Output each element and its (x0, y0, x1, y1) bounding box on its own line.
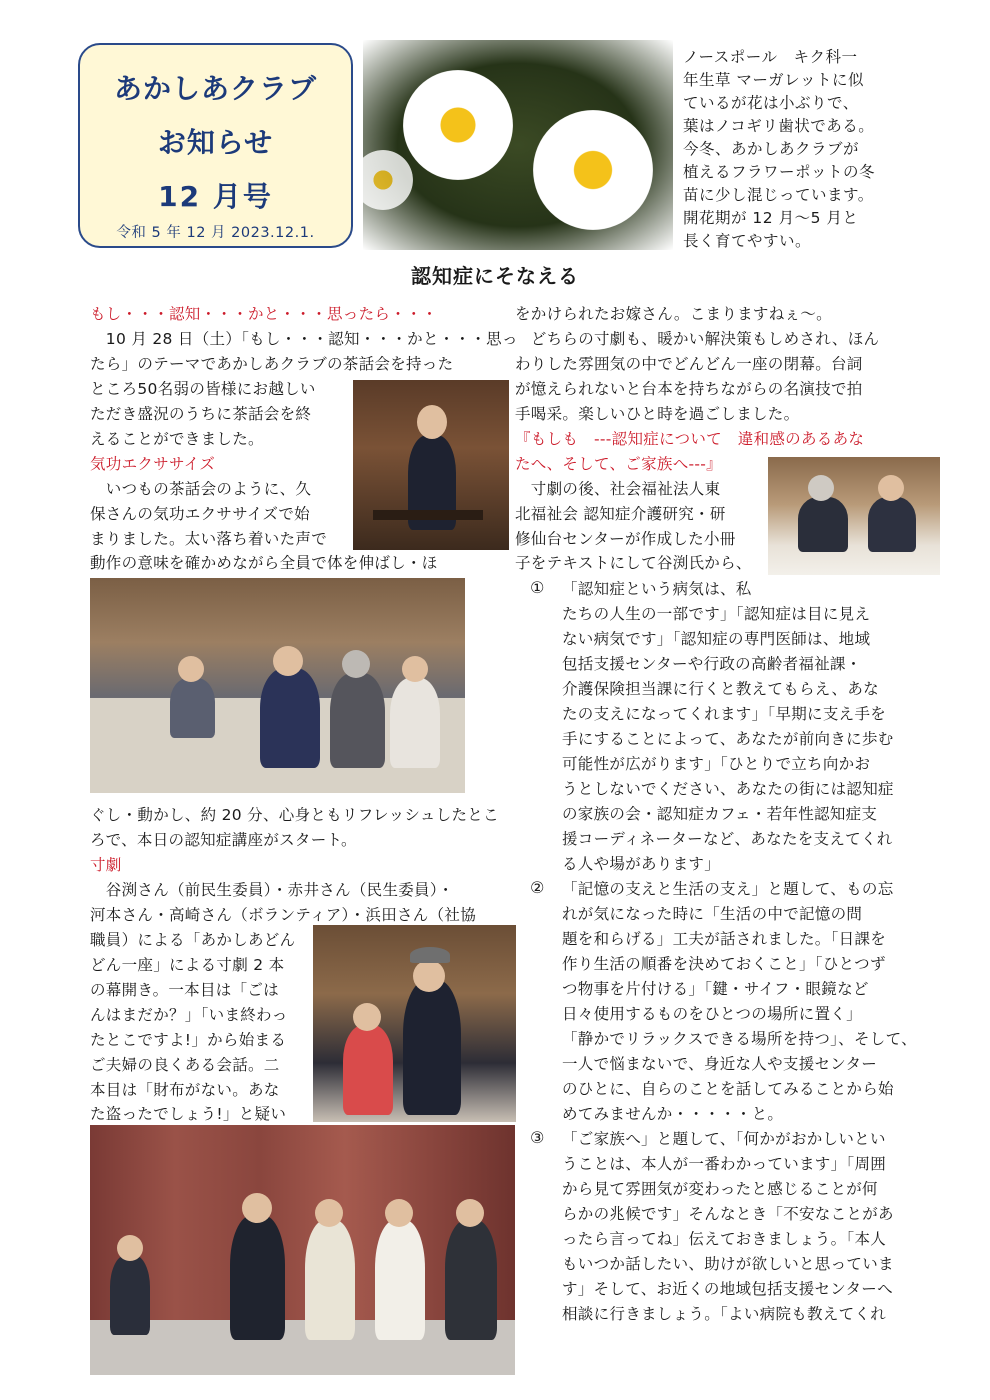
text-line: から見て雰囲気が変わったと感じることが何 (562, 1180, 878, 1198)
text-line: 介護保険担当課に行くと教えてもらえ、あな (562, 680, 879, 698)
text-line: ご夫婦の良くある会話。二 (90, 1056, 280, 1074)
title-box (78, 43, 353, 248)
text-line: 河本さん・高崎さん（ボランティア）・浜田さん（社協 (90, 906, 477, 924)
text-line: つ物事を片付ける」「鍵・サイフ・眼鏡など (562, 980, 869, 998)
text-line: 寸劇の後、社会福祉法人東 (515, 480, 721, 498)
text-line: たの支えになってくれます」「早期に支え手を (562, 705, 887, 723)
text-line: 谷渕さん（前民生委員）・赤井さん（民生委員）・ (90, 881, 454, 899)
text-line: 援コーディネーターなど、あなたを支えてくれ (562, 830, 893, 848)
section-heading-moshi: もし・・・認知・・・かと・・・思ったら・・・ (90, 305, 438, 323)
flower-note-line: 開花期が 12 月～5 月と (683, 209, 859, 227)
text-line: ろで、本日の認知症講座がスタート。 (90, 831, 357, 849)
lecture-speakers-photo (768, 457, 940, 575)
text-line: 「記憶の支えと生活の支え」と題して、もの忘 (562, 880, 894, 898)
text-line: 子をテキストにして谷渕氏から、 (515, 554, 752, 572)
flower-note-line: 今冬、あかしあクラブが (683, 140, 860, 158)
text-line: 題を和らげる」工夫が話されました。「日課を (562, 930, 887, 948)
text-line: 北福祉会 認知症介護研究・研 (515, 505, 726, 523)
text-line: ところ50名弱の皆様にお越しい (90, 380, 316, 398)
issue-date: 令和 5 年 12 月 2023.12.1. (116, 225, 315, 241)
skit-performance-photo (313, 925, 516, 1122)
section-heading-qigong: 気功エクササイズ (90, 455, 216, 473)
text-line: る人や場があります」 (562, 855, 721, 873)
text-line: たちの人生の一部です」「認知症は目に見え (562, 605, 871, 623)
list-marker: ② (530, 878, 545, 897)
text-line: 本目は「財布がない。あな (90, 1081, 280, 1099)
text-line: が憶えられないと台本を持ちながらの名演技で拍 (515, 380, 863, 398)
issue-label: 12 月号 (158, 180, 273, 213)
notice-title: お知らせ (157, 126, 274, 159)
text-line: らかの兆候です」そんなとき「不安なことがあ (562, 1205, 894, 1223)
text-line: 修仙台センターが作成した小冊 (515, 530, 736, 548)
text-line: どちらの寸劇も、暖かい解決策もしめされ、ほん (515, 330, 880, 348)
text-line: うとしないでください、あなたの街には認知症 (562, 780, 894, 798)
text-line: 「静かでリラックスできる場所を持つ」、そして、 (562, 1030, 917, 1048)
text-line: まりました。太い落ち着いた声で (90, 530, 328, 548)
text-line: 動作の意味を確かめながら全員で体を伸ばし・ほ (90, 554, 438, 572)
section-heading-skit: 寸劇 (90, 856, 122, 874)
text-line: えることができました。 (90, 430, 264, 448)
list-marker: ① (530, 578, 545, 597)
text-line: 相談に行きましょう。「よい病院も教えてくれ (562, 1305, 887, 1323)
text-line: のひとに、自らのことを話してみることから始 (562, 1080, 894, 1098)
text-line: れが気になった時に「生活の中で記憶の問 (562, 905, 863, 923)
club-name: あかしあクラブ (113, 72, 317, 105)
text-line: 手にすることによって、あなたが前向きに歩む (562, 730, 894, 748)
text-line: の家族の会・認知症カフェ・若年性認知症支 (562, 805, 878, 823)
text-line: た盗ったでしょう!」と疑い (90, 1105, 287, 1123)
text-line: 一人で悩まないで、身近な人や支援センター (562, 1055, 878, 1073)
text-line: わりした雰囲気の中でどんどん一座の閉幕。台詞 (515, 355, 863, 373)
flower-note-line: 植えるフラワーポットの冬 (683, 163, 876, 181)
text-line: ぐし・動かし、約 20 分、心身ともリフレッシュしたとこ (90, 806, 499, 824)
text-line: 職員）による「あかしあどん (90, 931, 296, 949)
list-marker: ③ (530, 1128, 545, 1147)
text-line: 「ご家族へ」と題して、「何かがおかしいとい (562, 1130, 886, 1148)
flower-note-line: 長く育てやすい。 (683, 232, 812, 250)
flower-note-line: 葉はノコギリ歯状である。 (683, 117, 875, 135)
quote-heading: 『もしも ---認知症について 違和感のあるあな (515, 430, 865, 448)
text-line: す」そして、お近くの地域包括支援センターへ (562, 1280, 893, 1298)
text-line: 保さんの気功エクササイズで始 (90, 505, 310, 523)
quote-heading: たへ、そして、ご家族へ---』 (515, 455, 722, 473)
text-line: いつもの茶話会のように、久 (90, 480, 312, 498)
text-line: めてみませんか・・・・・と。 (562, 1105, 784, 1123)
stage-cast-photo (90, 1125, 515, 1375)
text-line: 10 月 28 日（土）「もし・・・認知・・・かと・・・思っ (90, 330, 518, 348)
flower-note-line: 年生草 マーガレットに似 (683, 71, 864, 89)
flower-note-line: ているが花は小ぶりで、 (683, 94, 859, 112)
text-line: もいつか話したい、助けが欲しいと思っていま (562, 1255, 894, 1273)
flower-photo (363, 40, 673, 250)
text-line: どん一座」による寸劇 2 本 (90, 956, 285, 974)
text-line: ったら言ってね」伝えておきましょう。「本人 (562, 1230, 887, 1248)
article-headline: 認知症にそなえる (411, 264, 579, 288)
text-line: たら」のテーマであかしあクラブの茶話会を持った (90, 355, 454, 373)
text-line: たとこですよ!」から始まる (90, 1031, 287, 1049)
flower-note-line: ノースポール キク科一 (683, 48, 858, 66)
exercise-group-photo (90, 578, 465, 793)
flower-note-line: 苗に少し混じっています。 (683, 186, 874, 204)
text-line: んはまだか？」「いま終わっ (90, 1006, 288, 1024)
text-line: ただき盛況のうちに茶話会を終 (90, 405, 312, 423)
text-line: うことは、本人が一番わかっています」「周囲 (562, 1155, 887, 1173)
text-line: 作り生活の順番を決めておくこと」「ひとつず (562, 955, 886, 973)
text-line: の幕開き。一本目は「ごは (90, 981, 279, 999)
qigong-instructor-photo (353, 380, 509, 550)
text-line: 包括支援センターや行政の高齢者福祉課・ (562, 655, 862, 673)
flower-note (683, 46, 943, 253)
text-line: 日々使用するものをひとつの場所に置く」 (562, 1005, 862, 1023)
text-line: をかけられたお嫁さん。こまりますねぇ～。 (515, 305, 832, 323)
text-line: 「認知症という病気は、私 (562, 580, 752, 598)
text-line: ない病気です」「認知症の専門医師は、地域 (562, 630, 871, 648)
text-line: 手喝采。楽しいひと時を過ごしました。 (515, 405, 800, 423)
text-line: 可能性が広がります」「ひとりで立ち向かお (562, 755, 871, 773)
